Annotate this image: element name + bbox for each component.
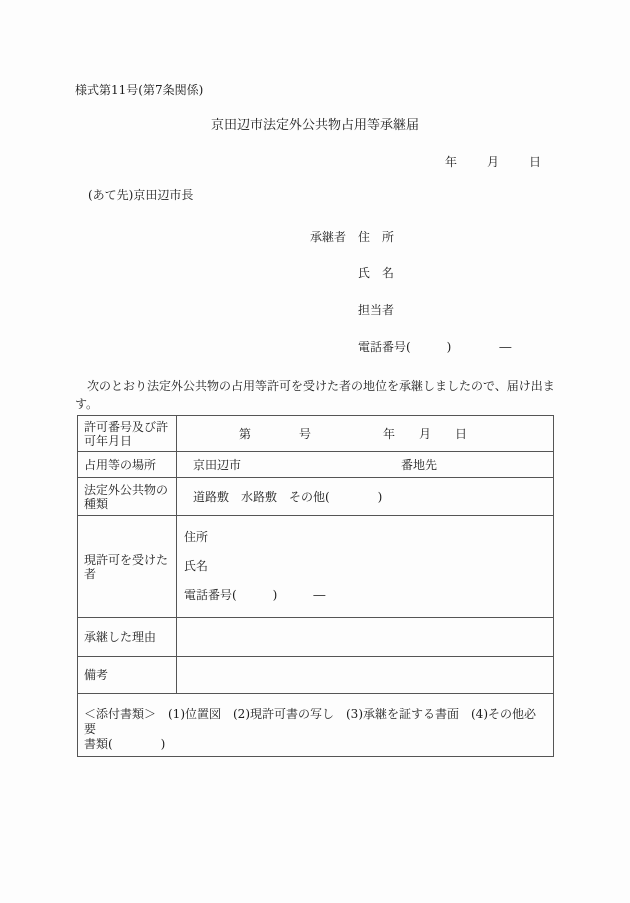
- current-holder-value: [177, 516, 554, 618]
- successor-address-line: 承継者 住 所: [310, 230, 395, 244]
- table-row-remarks: [78, 657, 554, 694]
- successor-phone-line: 電話番号( ) ―: [358, 340, 512, 354]
- location-label: 占用等の場所: [78, 452, 177, 478]
- attachments-line-2: 書類( ): [84, 737, 166, 751]
- remarks-label: 備考: [78, 657, 177, 694]
- table-row-reason: [78, 618, 554, 657]
- page-title: 京田辺市法定外公共物占用等承継届: [210, 118, 419, 133]
- kind-label: 法定外公共物の種類: [78, 478, 177, 516]
- current-holder-address-line: 住所: [184, 530, 209, 544]
- addressee-line: (あて先)京田辺市長: [88, 188, 194, 202]
- successor-name-line: 氏 名: [358, 266, 395, 280]
- form-number: 様式第11号(第7条関係): [75, 83, 204, 97]
- remarks-value: [177, 657, 554, 694]
- kind-value: 道路敷 水路敷 その他( ): [177, 478, 554, 516]
- table-row-location: [78, 452, 554, 478]
- table-row-attachments: [78, 694, 554, 757]
- reason-value: [177, 618, 554, 657]
- attachments-line-1: ＜添付書類＞ (1)位置図 (2)現許可書の写し (3)承継を証する書面 (4)その他必要: [84, 707, 536, 736]
- attachments-cell: [78, 694, 554, 757]
- current-holder-phone-line: 電話番号( ) ―: [184, 588, 326, 602]
- current-holder-name-line: 氏名: [184, 559, 209, 573]
- application-table: [77, 415, 554, 757]
- declaration-paragraph: [75, 377, 555, 413]
- current-holder-label: 現許可を受けた者: [78, 516, 177, 618]
- location-city: 京田辺市: [193, 458, 242, 472]
- permit-value: 第 号 年 月 日: [177, 416, 554, 452]
- location-lot-suffix: 番地先: [401, 458, 438, 472]
- date-line: 年 月 日: [445, 155, 544, 169]
- declaration-line-2: す。: [75, 397, 99, 411]
- table-row-permit: [78, 416, 554, 452]
- permit-label: 許可番号及び許可年月日: [78, 416, 177, 452]
- table-row-kind: [78, 478, 554, 516]
- successor-contact-line: 担当者: [358, 303, 395, 317]
- table-row-current-holder: [78, 516, 554, 618]
- declaration-line-1: 次のとおり法定外公共物の占用等許可を受けた者の地位を承継しましたので、届け出ま: [75, 379, 555, 393]
- reason-label: 承継した理由: [78, 618, 177, 657]
- location-value: [177, 452, 554, 478]
